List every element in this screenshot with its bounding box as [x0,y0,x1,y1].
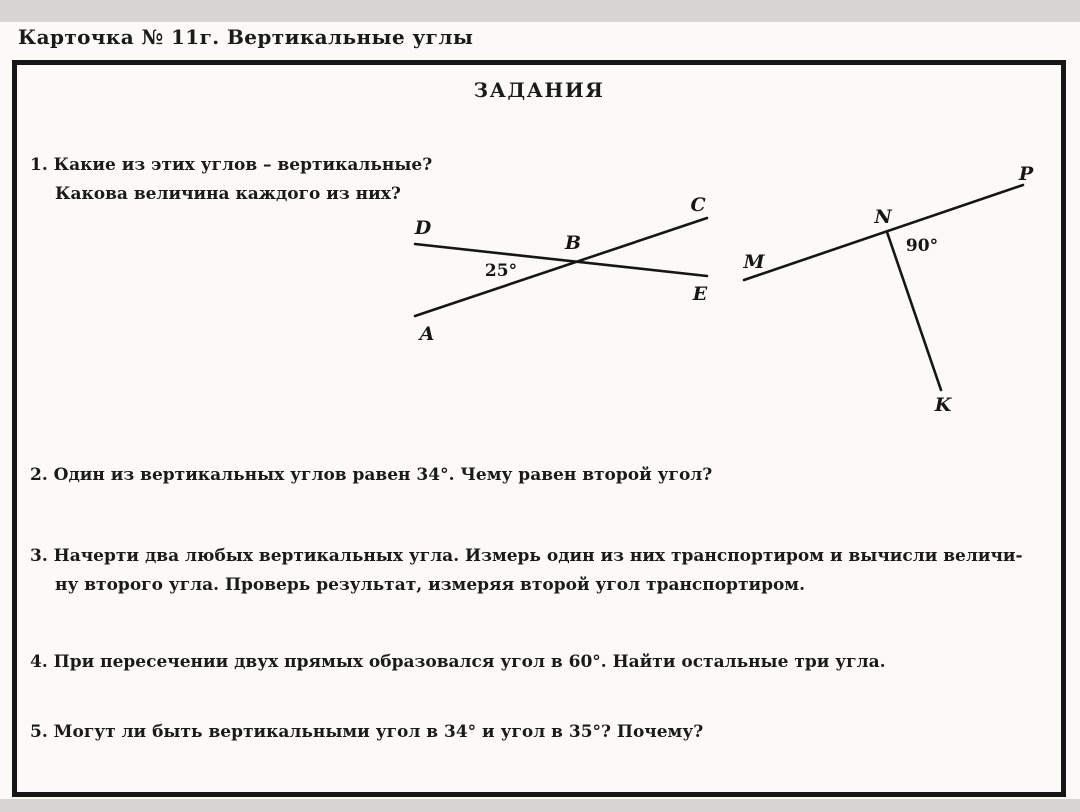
point-label-m: M [743,251,765,273]
line-DE [415,244,707,276]
point-label-k: K [934,394,952,416]
scan-edge-bottom [0,799,1080,812]
task-item-2 [30,461,712,490]
task-item-3 [30,542,1023,600]
angle-value-label: 90° [905,236,939,256]
point-label-d: D [414,217,432,239]
scan-edge-top [0,0,1080,22]
line-MP [744,185,1023,280]
line-AC [415,218,707,316]
angle-diagram-perpendicular [730,150,1050,420]
task-line: 3. Начерти два любых вертикальных угла. Измерь один из них транспортиром и вычисли величи- [30,546,1023,566]
point-label-e: E [692,283,708,305]
task-line: 2. Один из вертикальных углов равен 34°. Чему равен второй угол? [30,465,713,485]
tasks-heading: ЗАДАНИЯ [473,78,605,102]
point-label-c: C [690,194,706,216]
point-label-p: P [1018,163,1034,185]
angle-value-label: 25° [484,261,518,281]
page-title: Карточка № 11г. Вертикальные углы [18,25,474,49]
task-item-1 [30,151,432,209]
task-line: Какова величина каждого из них? [55,184,401,204]
task-item-5 [30,718,703,747]
task-line: 1. Какие из этих углов – вертикальные? [30,155,433,175]
task-line: ну второго угла. Проверь результат, измеряя второй угол транспортиром. [55,575,805,595]
task-line: 5. Могут ли быть вертикальными угол в 34° и угол в 35°? Почему? [30,722,704,742]
task-line: 4. При пересечении двух прямых образовался угол в 60°. Найти остальные три угла. [30,652,886,672]
task-item-4 [30,648,886,677]
point-label-n: N [874,206,892,228]
point-label-a: A [419,323,435,345]
angle-diagram-intersecting-lines [400,190,720,350]
tasks-box [12,60,1066,797]
point-label-b: B [564,232,582,254]
